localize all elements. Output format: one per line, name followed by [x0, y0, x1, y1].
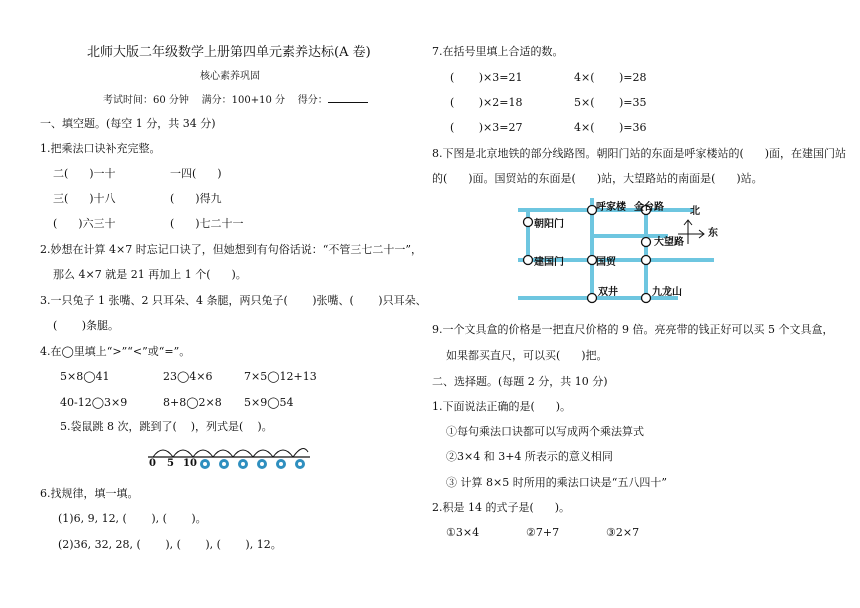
- c2-prompt[interactable]: 2.积是 14 的式子是( )。: [432, 501, 571, 514]
- jump-arc: [293, 448, 308, 457]
- q1-item[interactable]: ( )七二十一: [170, 217, 244, 230]
- gear-icon: [238, 459, 248, 469]
- jump-arc: [233, 450, 253, 457]
- gear-icon: [200, 459, 210, 469]
- q2-line2[interactable]: 那么 4×7 就是 21 再加上 1 个( )。: [53, 268, 247, 281]
- jump-arc: [273, 450, 293, 457]
- jump-arc: [193, 450, 213, 457]
- q7-prompt: 7.在括号里填上合适的数。: [432, 45, 564, 58]
- q7-item[interactable]: 4×( )=28: [574, 71, 647, 84]
- station-label: 呼家楼: [596, 202, 626, 213]
- q7-item[interactable]: ( )×3=21: [450, 71, 523, 84]
- station-marker: [524, 256, 533, 265]
- q5-prompt[interactable]: 5.袋鼠跳 8 次，跳到了( )，列式是( )。: [60, 420, 273, 433]
- station-label: 金台路: [634, 202, 664, 213]
- station-marker: [642, 238, 651, 247]
- score-blank[interactable]: [328, 93, 368, 103]
- q9-line1: 9.一个文具盒的价格是一把直尺价格的 9 倍。亮亮带的钱正好可以买 5 个文具盒，: [432, 323, 834, 336]
- gear-icon: [219, 459, 229, 469]
- exam-info: [103, 93, 368, 106]
- station-label: 九龙山: [652, 287, 682, 298]
- q1-item[interactable]: ( )得九: [170, 192, 222, 205]
- c1-option[interactable]: ②3×4 和 3+4 所表示的意义相同: [446, 450, 613, 463]
- c2-option[interactable]: ③2×7: [606, 526, 640, 539]
- q7-item[interactable]: 5×( )=35: [574, 96, 647, 109]
- tick-label: 0: [149, 458, 156, 469]
- q1-item[interactable]: ( )六三十: [53, 217, 116, 230]
- station-label: 朝阳门: [534, 219, 564, 230]
- station-marker: [524, 218, 533, 227]
- gear-icon: [276, 459, 286, 469]
- q4-item[interactable]: 40-12◯3×9: [60, 396, 128, 409]
- gear-icon: [295, 459, 305, 469]
- q4-item[interactable]: 5×9◯54: [244, 396, 294, 409]
- jump-arc: [173, 450, 193, 457]
- q1-prompt: 1.把乘法口诀补充完整。: [40, 142, 161, 155]
- c1-prompt[interactable]: 1.下面说法正确的是( )。: [432, 400, 572, 413]
- q4-item[interactable]: 23◯4×6: [163, 370, 213, 383]
- tick-label: 5: [167, 458, 174, 469]
- q4-item[interactable]: 5×8◯41: [60, 370, 110, 383]
- c2-option[interactable]: ②7+7: [526, 526, 560, 539]
- q4-item[interactable]: 8+8◯2×8: [163, 396, 222, 409]
- q1-item[interactable]: 二( )一十: [53, 167, 116, 180]
- jump-arc: [213, 450, 233, 457]
- q3-line2[interactable]: ( )条腿。: [53, 319, 120, 332]
- jump-arc: [153, 450, 173, 457]
- q3-line1[interactable]: 3.一只兔子 1 张嘴、2 只耳朵、4 条腿，两只兔子( )张嘴、( )只耳朵、: [40, 294, 427, 307]
- section-2-heading: 二、选择题。(每题 2 分，共 10 分): [432, 375, 608, 388]
- q1-item[interactable]: 一四( ): [170, 167, 222, 180]
- exam-info-text: 考试时间：60 分钟 满分：100+10 分 得分：: [103, 95, 328, 106]
- page-subtitle: 核心素养巩固: [200, 71, 260, 82]
- q7-item[interactable]: ( )×2=18: [450, 96, 523, 109]
- q2-line1: 2.妙想在计算 4×7 时忘记口诀了，但她想到有句俗话说：“不管三七二十一”，: [40, 243, 422, 256]
- jump-arcs: [153, 448, 308, 457]
- c1-option[interactable]: ③ 计算 8×5 时所用的乘法口诀是“五八四十”: [446, 476, 667, 489]
- compass-east-label: 东: [708, 228, 718, 239]
- section-1-heading: 一、填空题。(每空 1 分，共 34 分): [40, 117, 216, 130]
- q6-prompt: 6.找规律，填一填。: [40, 487, 139, 500]
- q4-prompt: 4.在◯里填上“>”“<”或“=”。: [40, 345, 191, 358]
- q6-line2[interactable]: (2)36, 32, 28, ( ), ( ), ( ), 12。: [58, 538, 282, 551]
- station-label: 国贸: [596, 257, 616, 268]
- station-label: 双井: [598, 287, 618, 298]
- compass-north-label: 北: [690, 206, 700, 217]
- station-label: 建国门: [534, 257, 564, 268]
- c2-option[interactable]: ①3×4: [446, 526, 480, 539]
- gear-icon: [257, 459, 267, 469]
- q7-item[interactable]: 4×( )=36: [574, 121, 647, 134]
- q1-item[interactable]: 三( )十八: [53, 192, 116, 205]
- c1-option[interactable]: ①每句乘法口诀都可以写成两个乘法算式: [446, 425, 644, 438]
- station-marker: [642, 256, 651, 265]
- q6-line1[interactable]: (1)6, 9, 12, ( ), ( )。: [58, 512, 207, 525]
- q4-item[interactable]: 7×5◯12+13: [244, 370, 317, 383]
- gear-marks: [200, 459, 305, 469]
- q9-line2[interactable]: 如果都买直尺，可以买( )把。: [446, 349, 608, 362]
- q8-line2[interactable]: 的( )面。国贸站的东面是( )站，大望路站的南面是( )站。: [432, 172, 763, 185]
- metro-map: [518, 198, 718, 306]
- station-marker: [588, 294, 597, 303]
- q7-item[interactable]: ( )×3=27: [450, 121, 523, 134]
- jump-arc: [253, 450, 273, 457]
- tick-label: 10: [183, 458, 197, 469]
- station-marker: [642, 294, 651, 303]
- station-label: 大望路: [654, 237, 684, 248]
- page-title: 北师大版二年级数学上册第四单元素养达标(A 卷): [87, 45, 371, 60]
- q8-line1[interactable]: 8.下图是北京地铁的部分线路图。朝阳门站的东面是呼家楼站的( )面，在建国门站: [432, 147, 847, 160]
